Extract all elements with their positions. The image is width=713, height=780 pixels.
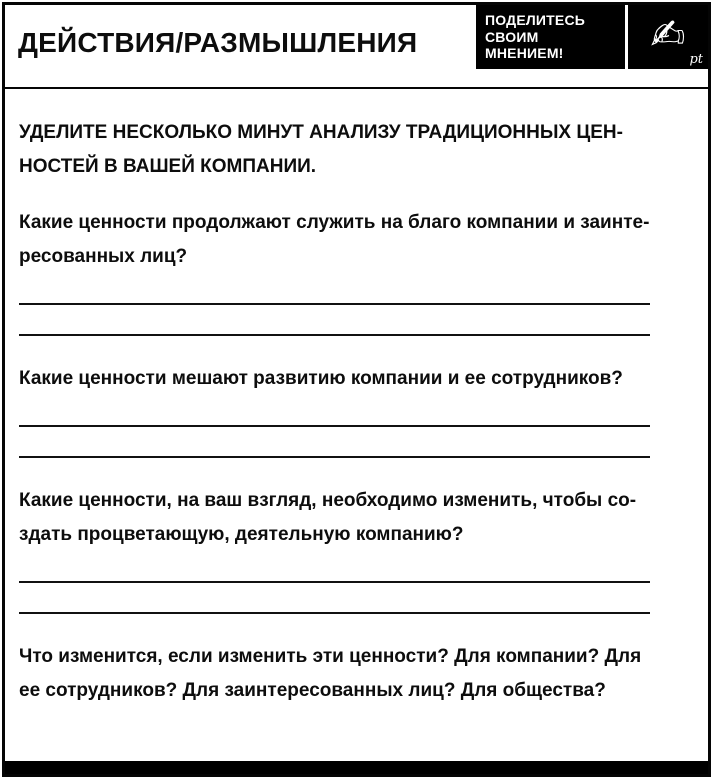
badge-icon-box — [628, 5, 708, 69]
page-header — [5, 5, 708, 89]
answer-line — [19, 552, 650, 583]
share-opinion-badge — [476, 5, 708, 69]
worksheet-page — [2, 2, 711, 777]
question-text: Какие ценности продолжают служить на благо компании и заинте- ресованных лиц? — [19, 212, 650, 267]
question-block — [19, 362, 694, 458]
question-block — [19, 484, 694, 614]
answer-lines — [19, 552, 694, 614]
answer-line — [19, 427, 650, 458]
intro-text: УДЕЛИТЕ НЕСКОЛЬКО МИНУТ АНАЛИЗУ ТРАДИЦИОННЫХ ЦЕН- НОСТЕЙ В ВАШЕЙ КОМПАНИИ. — [19, 122, 623, 177]
answer-line — [19, 396, 650, 427]
questions-list — [19, 206, 694, 708]
question-block — [19, 640, 694, 708]
worksheet-content — [5, 89, 708, 708]
question-block — [19, 206, 694, 336]
answer-line — [19, 305, 650, 336]
answer-lines — [19, 396, 694, 458]
question-text: Какие ценности, на ваш взгляд, необходимо изменить, чтобы со- здать процветающую, деятельную компанию? — [19, 490, 637, 545]
answer-lines — [19, 274, 694, 336]
question-text: Какие ценности мешают развитию компании и ее сотрудников? — [19, 368, 623, 389]
question-text: Что изменится, если изменить эти ценности? Для компании? Для ее сотрудников? Для заинтересованных лиц? Для общества? — [19, 646, 642, 701]
answer-line — [19, 274, 650, 305]
page-title: ДЕЙСТВИЯ/РАЗМЫШЛЕНИЯ — [18, 27, 418, 58]
answer-line — [19, 583, 650, 614]
publisher-mark: pt — [689, 52, 703, 67]
badge-text: ПОДЕЛИТЕСЬ СВОИМ МНЕНИЕМ! — [476, 5, 625, 69]
writing-hand-icon: ✍ — [650, 10, 686, 59]
footer-bar — [5, 761, 708, 774]
